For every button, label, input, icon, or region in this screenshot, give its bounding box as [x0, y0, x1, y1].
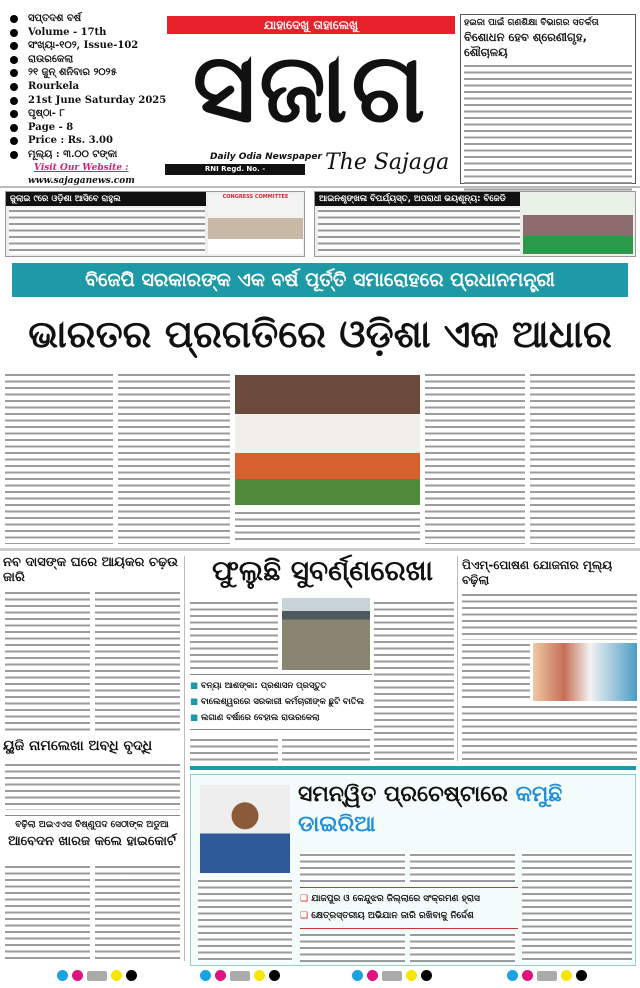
info-item: Page - 8 — [8, 121, 168, 135]
story-body — [462, 592, 637, 640]
story-body — [190, 600, 278, 670]
story-headline: ବିଶୋଧନ ହେବ ଶ୍ରେଣୀଗୃହ, ଶୌଚାଳୟ — [464, 30, 587, 59]
school-meal-photo — [533, 643, 637, 701]
divider — [5, 815, 180, 816]
bullet-item — [190, 694, 372, 710]
square-bullet-icon: ❑ — [300, 911, 312, 921]
lead-banner: ବିଜେପି ସରକାରଙ୍କ ଏକ ବର୍ଷ ପୂର୍ତ୍ତି ସମାରୋହରେ ପ୍ରଧାନମନ୍ତ୍ରୀ — [12, 263, 628, 297]
story-headline: ଆବେଦନ ଖାରଜ କଲେ ହାଇକୋର୍ଟ — [3, 834, 181, 849]
story-body — [300, 932, 405, 962]
story-body — [95, 590, 180, 735]
issue-info-list — [8, 12, 168, 189]
press-conference-photo — [523, 194, 633, 254]
story-body — [462, 704, 637, 761]
official-portrait — [200, 785, 290, 873]
feature-bullets — [300, 887, 518, 929]
story-body — [5, 590, 90, 735]
square-bullet-icon: ■ — [190, 713, 201, 723]
story-headline: ନବ ଦାସଙ୍କ ଘରେ ଆୟକର ଚଢ଼ଉ ଜାରି — [3, 555, 181, 585]
square-bullet-icon: ■ — [190, 681, 201, 691]
story-headline: ୟୁଜି ନାମଲେଖା ଅବଧି ବୃଦ୍ଧି — [3, 738, 181, 754]
headline-part: ସମନ୍ୱିତ ପ୍ରଚେଷ୍ଟାରେ — [298, 782, 508, 807]
bullet-text: ଲଗାଣ ବର୍ଷାରେ ବେହାଲ ରାଉରକେଲା — [201, 713, 320, 723]
column-rule — [184, 556, 185, 961]
bullet-item — [190, 678, 372, 694]
headline-highlight: କମୁଛି ଡାଇରିଆ — [298, 782, 563, 837]
column-rule — [457, 556, 458, 761]
square-bullet-icon: ■ — [190, 697, 201, 707]
newspaper-logo: ସଜାଗ — [192, 32, 430, 144]
bullet-text: ବାଲେଶ୍ୱରରେ ସରକାରୀ କର୍ମଚାରୀଙ୍କ ଛୁଟି ବାତିଲ — [201, 697, 365, 707]
story-body — [190, 737, 278, 761]
story-body — [318, 208, 520, 254]
story-body — [464, 63, 632, 193]
registration-marks — [200, 970, 280, 981]
flood-bullets — [190, 674, 372, 730]
story-headline: ଆଇନଶୃଙ୍ଖଳା ବିପର୍ଯ୍ୟସ୍ତ, ଅପରାଧୀ ଭୟଶୂନ୍ୟ: ବିଜେଡି — [315, 192, 520, 206]
info-item: ୨୧ ଜୁନ୍ ଶନିବାର ୨୦୨୫ — [8, 66, 168, 80]
bullet-text: କ୍ଷେତ୍ରସ୍ତରୀୟ ଅଭିଯାନ ଜାରି ରଖିବାକୁ ନିର୍ଦ୍ଦେଶ — [311, 911, 474, 921]
story-body — [522, 852, 632, 962]
info-item: 21st June Saturday 2025 — [8, 94, 168, 108]
story-body — [5, 762, 180, 810]
lead-headline: ଭାରତର ପ୍ରଗତିରେ ଓଡ଼ିଶା ଏକ ଆଧାର — [0, 302, 640, 366]
info-item: Volume - 17th — [8, 26, 168, 40]
website-url[interactable]: www.sajaganews.com — [28, 176, 135, 187]
website-label[interactable]: Visit Our Website : — [34, 162, 129, 173]
feature-headline — [298, 780, 632, 840]
story-kicker: ହଇଜା ପାଇଁ ଗଣଶିକ୍ଷା ବିଭାଗର ସତର୍କତା — [464, 18, 599, 28]
story-body — [300, 852, 405, 884]
bullet-item — [300, 908, 518, 925]
info-item: ପୃଷ୍ଠା- ୮ — [8, 107, 168, 121]
river-photo — [282, 598, 370, 670]
info-item: ସପ୍ତଦଶ ବର୍ଷ — [8, 12, 168, 26]
info-item: Price : Rs. 3.00 — [8, 134, 168, 148]
story-body — [410, 932, 515, 962]
story-body — [374, 600, 454, 761]
info-item: ରାଉରକେଲା — [8, 53, 168, 67]
story-body — [282, 737, 370, 761]
registration-marks — [57, 970, 137, 981]
rni-number: RNI Regd. No. - ODIODI/2009/27512 — [165, 164, 305, 175]
story-kicker: ବଢ଼ିଲା ଅଇଏଏସ ବିଷ୍ଣୁପଦ ସେଠୀଙ୍କ ଅଡୁଆ — [3, 820, 181, 830]
story-headline: ଫୁଲୁଛି ସୁବର୍ଣ୍ଣରେଖା — [190, 554, 455, 588]
banner-text: CONGRESS COMMITTEE — [222, 194, 289, 200]
divider — [0, 548, 640, 551]
slogan-bar: ଯାହାଦେଖୁ ତାହାଲେଖୁ — [167, 16, 455, 34]
info-item: Rourkela — [8, 80, 168, 94]
lead-body-col — [530, 372, 635, 544]
bullet-item — [190, 710, 372, 726]
pm-event-photo — [235, 375, 420, 505]
info-item: ସଂଖ୍ୟା-୧୦୨, Issue-102 — [8, 39, 168, 53]
press-conference-photo — [208, 194, 303, 254]
strip-story-1 — [5, 191, 305, 257]
info-item: ମୂଲ୍ୟ : ୩.୦୦ ଟଙ୍କା — [8, 148, 168, 162]
bullet-text: ଯାଜପୁର ଓ କେନ୍ଦୁଝର ଜିଲ୍ଲାରେ ସଂକ୍ରମଣ ହ୍ରାସ — [311, 894, 480, 904]
story-body — [410, 852, 515, 884]
lead-body-col — [118, 372, 230, 544]
story-body — [9, 208, 205, 254]
top-right-story — [460, 14, 636, 184]
registration-marks — [507, 970, 587, 981]
story-body — [95, 864, 180, 962]
tagline: Daily Odia Newspaper — [210, 152, 322, 162]
lead-body-col — [5, 372, 113, 544]
feature-top-rule — [190, 766, 636, 770]
story-body — [5, 864, 90, 962]
square-bullet-icon: ❑ — [300, 894, 312, 904]
story-body — [198, 878, 292, 962]
story-headline: ଜୁଲାଇ ୯ରେ ଓଡ଼ିଶା ଆସିବେ ରାହୁଲ — [6, 192, 206, 206]
bullet-text: ବନ୍ୟା ଆଶଙ୍କା: ପ୍ରଶାସନ ପ୍ରସ୍ତୁତ — [201, 681, 327, 691]
english-name: The Sajaga — [325, 150, 450, 175]
story-headline: ପିଏମ୍-ପୋଷଣ ଯୋଜନାର ମୂଲ୍ୟ ବଢ଼ିଲା — [462, 558, 638, 588]
divider — [0, 186, 640, 188]
story-body — [462, 642, 530, 702]
strip-story-2 — [314, 191, 636, 257]
bullet-item — [300, 891, 518, 908]
registration-marks — [352, 970, 432, 981]
lead-body-col — [425, 372, 525, 544]
photo-caption — [235, 510, 420, 544]
